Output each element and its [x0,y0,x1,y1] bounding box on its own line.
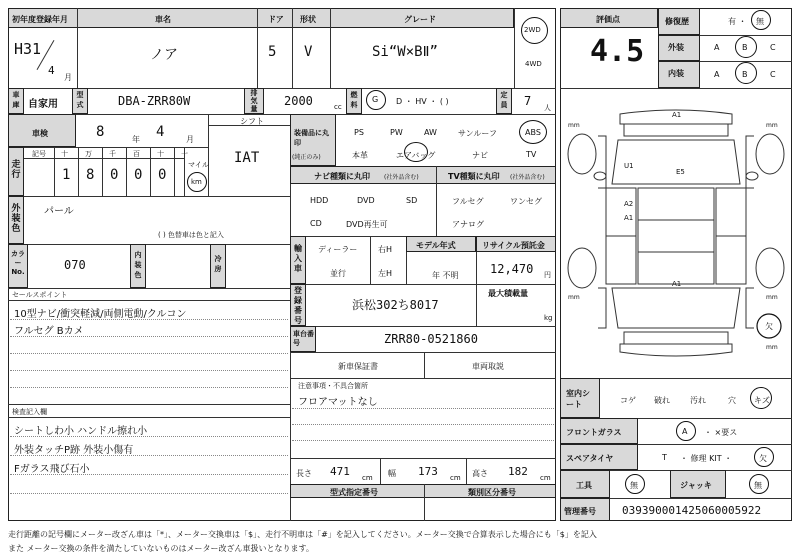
type-no-label: 型式指定番号 [330,488,378,497]
sales-line-1: 10型ナビ/衝突軽減/両側電動/クルコン [14,309,187,320]
divider [257,8,258,88]
score-label: 評価点 [596,15,620,24]
fuel-options: D ・ HV ・ ( ) [396,97,449,106]
height-value: 182 [508,465,528,478]
mm-tl: mm [568,122,580,129]
fuel-g: G [372,95,379,104]
divider [290,378,556,379]
navi-sub: (社外品含む) [384,174,419,181]
ext-a: A [714,43,720,52]
equip-aw: AW [424,128,437,137]
divider [8,147,208,148]
model-label: 型式 [76,91,84,109]
door-label: ドア [268,15,284,24]
length-value: 471 [330,465,350,478]
spare-t: T [662,453,667,462]
spare-label: スペアタイヤ [566,454,614,463]
divider [184,147,185,196]
divider [436,166,437,236]
height-label: 高さ [472,469,488,478]
divider [102,147,103,196]
divider [290,352,556,353]
shape-value: V [304,44,313,60]
color-note: ( ) 色替車は色と記入 [158,231,224,239]
drive-4wd: 4WD [525,60,542,68]
category-value: 自家用 [28,99,58,110]
ext-b: B [742,43,748,52]
divider [8,404,290,405]
equip-airbag: エアバッグ [396,151,436,160]
mileage-digit-header: 十 [157,150,164,158]
navi-hdd: HDD [310,196,329,205]
inspection-year-unit: 年 [132,135,140,144]
restore-label: 修復歴 [665,17,689,26]
divider [476,284,477,326]
diag-mark-e5: E5 [676,168,685,176]
color-no-label: カラーNo. [11,250,25,276]
int-c: C [770,70,776,79]
length-label: 長さ [296,469,312,478]
divider [514,8,515,88]
drive-2wd: 2WD [524,26,541,34]
navi-dvd-play: DVD再生可 [346,220,388,229]
insp-line [10,493,288,494]
mileage-digit: 0 [158,167,167,183]
notes-line [292,424,554,425]
sales-points-label: セールスポイント [12,291,68,299]
inspection-label: 車検 [32,129,48,138]
divider [174,147,175,196]
divider [424,484,425,521]
category-label: 車庫 [12,91,20,109]
equip-navi: ナビ [472,151,488,160]
mgmt-value: 039390001425060005922 [622,504,762,517]
divider [8,244,290,245]
mile-label: マイル [188,161,209,169]
mgmt-label: 管理番号 [564,507,596,516]
car-damage-diagram [560,92,792,376]
tv-sub: (社外品含む) [510,174,545,181]
spare-none: 欠 [759,454,767,463]
km-label: km [191,178,202,186]
mileage-digit: 0 [134,167,143,183]
first-reg-month: 4 [48,64,55,77]
ac-label: 冷房 [214,255,222,273]
equip-tv: TV [526,150,537,159]
navi-cd: CD [310,219,322,228]
diag-mark-u1: U1 [624,162,634,170]
exterior-label: 外装 [668,43,684,52]
capacity-value: 7 [524,94,532,108]
import-label: 輸入車 [294,244,302,273]
inspection-month: 4 [156,124,165,140]
mm-r: mm [766,344,778,351]
seat-label: 室内シート [566,389,590,409]
footer-line-1: 走行距離の記号欄にメーター改ざん車は「*」、メーター交換車は「$」、走行不明車は「#」を記入してください。メーター交換で合算表示した場合にも「$」を記入 [8,530,597,539]
divider [8,417,290,418]
interior-color-label: 内装色 [134,251,142,279]
tv-analog: アナログ [452,220,484,229]
divider [54,147,55,196]
mileage-digit: 1 [62,167,71,183]
jack-label: ジャッキ [680,481,712,490]
equip-ps: PS [354,128,364,137]
inspector-line-2: 外装タッチP跡 外装小傷有 [14,445,134,456]
divider [150,147,151,196]
chassis-value: ZRR80-0521860 [384,332,478,346]
shape-label: 形状 [300,15,316,24]
mileage-digit-header: 百 [133,150,140,158]
capacity-unit: 人 [544,104,551,112]
width-label: 幅 [388,469,396,478]
equip-pw: PW [390,128,403,137]
notes-line [292,440,554,441]
ext-c: C [770,43,776,52]
divider [330,8,331,88]
sales-line [10,370,288,371]
width-value: 173 [418,465,438,478]
tv-label: TV種類に丸印 [448,172,500,181]
navi-label: ナビ種類に丸印 [314,172,370,181]
reg-value: 浜松302ち8017 [352,298,439,312]
equip-sunroof: サンルーフ [458,129,497,138]
divider [8,300,290,301]
sales-line-2: フルセグ Bカメ [14,326,84,337]
divider [290,458,556,459]
mileage-digit: 0 [110,167,119,183]
shift-label: シフト [240,117,264,126]
grade-label: グレード [404,15,436,24]
fuel-label: 燃料 [350,91,358,109]
equipment-label: 装備品に丸印 [294,129,329,147]
mm-br: mm [766,294,778,301]
tv-oneseg: ワンセグ [510,197,542,206]
inspector-label: 検査記入欄 [12,408,47,416]
equip-leather: 本革 [352,151,368,160]
tv-fullseg: フルセグ [452,197,484,206]
restore-none: 無 [756,17,764,26]
divider [78,147,79,196]
warranty-label: 新車保証書 [338,362,378,371]
recycle-unit: 円 [544,271,551,279]
divider [290,284,556,285]
divider [290,326,556,327]
month-unit: 月 [64,73,72,82]
seat-burn: コゲ [620,396,636,405]
divider [380,458,381,484]
model-value: DBA-ZRR80W [118,94,191,108]
grade-value: Si“W×BⅡ” [372,44,438,60]
interior-label: 内装 [668,69,684,78]
equip-abs: ABS [525,128,541,137]
jack-value: 無 [754,481,762,490]
seat-scratch: キズ [754,396,770,405]
inspection-month-unit: 月 [186,135,194,144]
inspector-line-1: シートしわ小 ハンドル擦れ小 [14,426,148,437]
footer-line-2: また メーター交換の条件を満たしていないものはメーター改ざん車扱いとなります。 [8,544,314,553]
reg-label: 登録番号 [294,286,302,325]
color-value: パール [44,206,74,217]
divider [560,88,792,89]
displacement-value: 2000 [284,94,313,108]
divider [208,114,209,196]
inspector-line-3: Fガラス飛び石小 [14,464,90,475]
shift-value: IAT [234,150,260,166]
manual-label: 車両取説 [472,362,504,371]
import-right: 右H [378,245,393,254]
mileage-digit-header: 十 [61,150,68,158]
color-label: 外装色 [11,204,21,234]
diag-mark-a2: A2 [624,200,634,208]
model-year-label: モデル年式 [416,241,456,250]
mileage-label: 走行 [11,160,21,180]
height-unit: cm [540,474,551,482]
mileage-digit-header: 千 [109,150,116,158]
color-no-value: 070 [64,258,86,272]
glass-label: フロントガラス [566,428,622,437]
mm-bl: mm [568,294,580,301]
mileage-digit-header: 一 [181,150,188,158]
car-name-label: 車名 [155,15,171,24]
mileage-digit: 8 [86,167,95,183]
header-label-bar [8,8,514,28]
seat-tear: 破れ [654,396,670,405]
sales-line [10,353,288,354]
inspection-year: 8 [96,124,105,140]
int-b: B [742,70,748,79]
divider [77,8,78,88]
diag-missing: 欠 [765,322,773,331]
mileage-digit-header: 万 [85,150,92,158]
seat-hole: 穴 [728,396,736,405]
equipment-sublabel: (純正のみ) [292,154,321,161]
seat-stain: 汚れ [690,396,706,405]
chassis-label: 車台番号 [293,330,314,347]
navi-sd: SD [406,196,418,205]
divider [126,147,127,196]
import-parallel: 並行 [330,269,346,278]
import-left: 左H [378,269,393,278]
recycle-value: 12,470 [490,262,534,276]
cc-unit: cc [334,103,342,111]
door-value: 5 [268,44,277,60]
max-load-label: 最大積載量 [488,289,528,298]
max-load-unit: kg [544,314,553,322]
restore-options: 有 ・ [728,17,747,26]
sales-line [10,387,288,388]
divider [466,458,467,484]
divider [8,114,556,115]
glass-a: A [682,427,688,436]
divider [8,288,290,289]
score-value: 4.5 [590,34,645,69]
diag-mark-a1-rear: A1 [672,280,682,288]
int-a: A [714,70,720,79]
divider [8,196,290,197]
model-year-value: 年 不明 [432,271,459,280]
first-reg-label: 初年度登録年月 [12,15,68,24]
divider [292,8,293,88]
mm-tr: mm [766,122,778,129]
glass-rest: ・ ×要ス [704,428,738,437]
diag-mark-a1-side: A1 [624,214,634,222]
divider [370,236,371,284]
notes-value: フロアマットなし [298,397,378,408]
import-dealer: ディーラー [318,245,358,254]
notes-line [292,408,554,409]
displacement-label: 排気量 [250,89,258,113]
car-name-value: ノア [150,47,178,63]
navi-dvd: DVD [357,196,375,205]
recycle-label: リサイクル預託金 [482,241,545,250]
width-unit: cm [450,474,461,482]
capacity-label: 定員 [500,91,508,109]
first-reg-era: H31 [14,40,42,58]
divider [8,88,556,89]
diag-mark-a1-top: A1 [672,111,682,119]
tools-label: 工具 [576,481,592,490]
tools-value: 無 [630,481,638,490]
length-unit: cm [362,474,373,482]
mileage-digit-header: 記号 [32,150,46,158]
notes-label: 注意事項・不具合箇所 [298,382,368,390]
class-no-label: 類別区分番号 [468,488,516,497]
divider [424,352,425,378]
spare-kit: ・ 修理 KIT ・ [680,454,733,463]
